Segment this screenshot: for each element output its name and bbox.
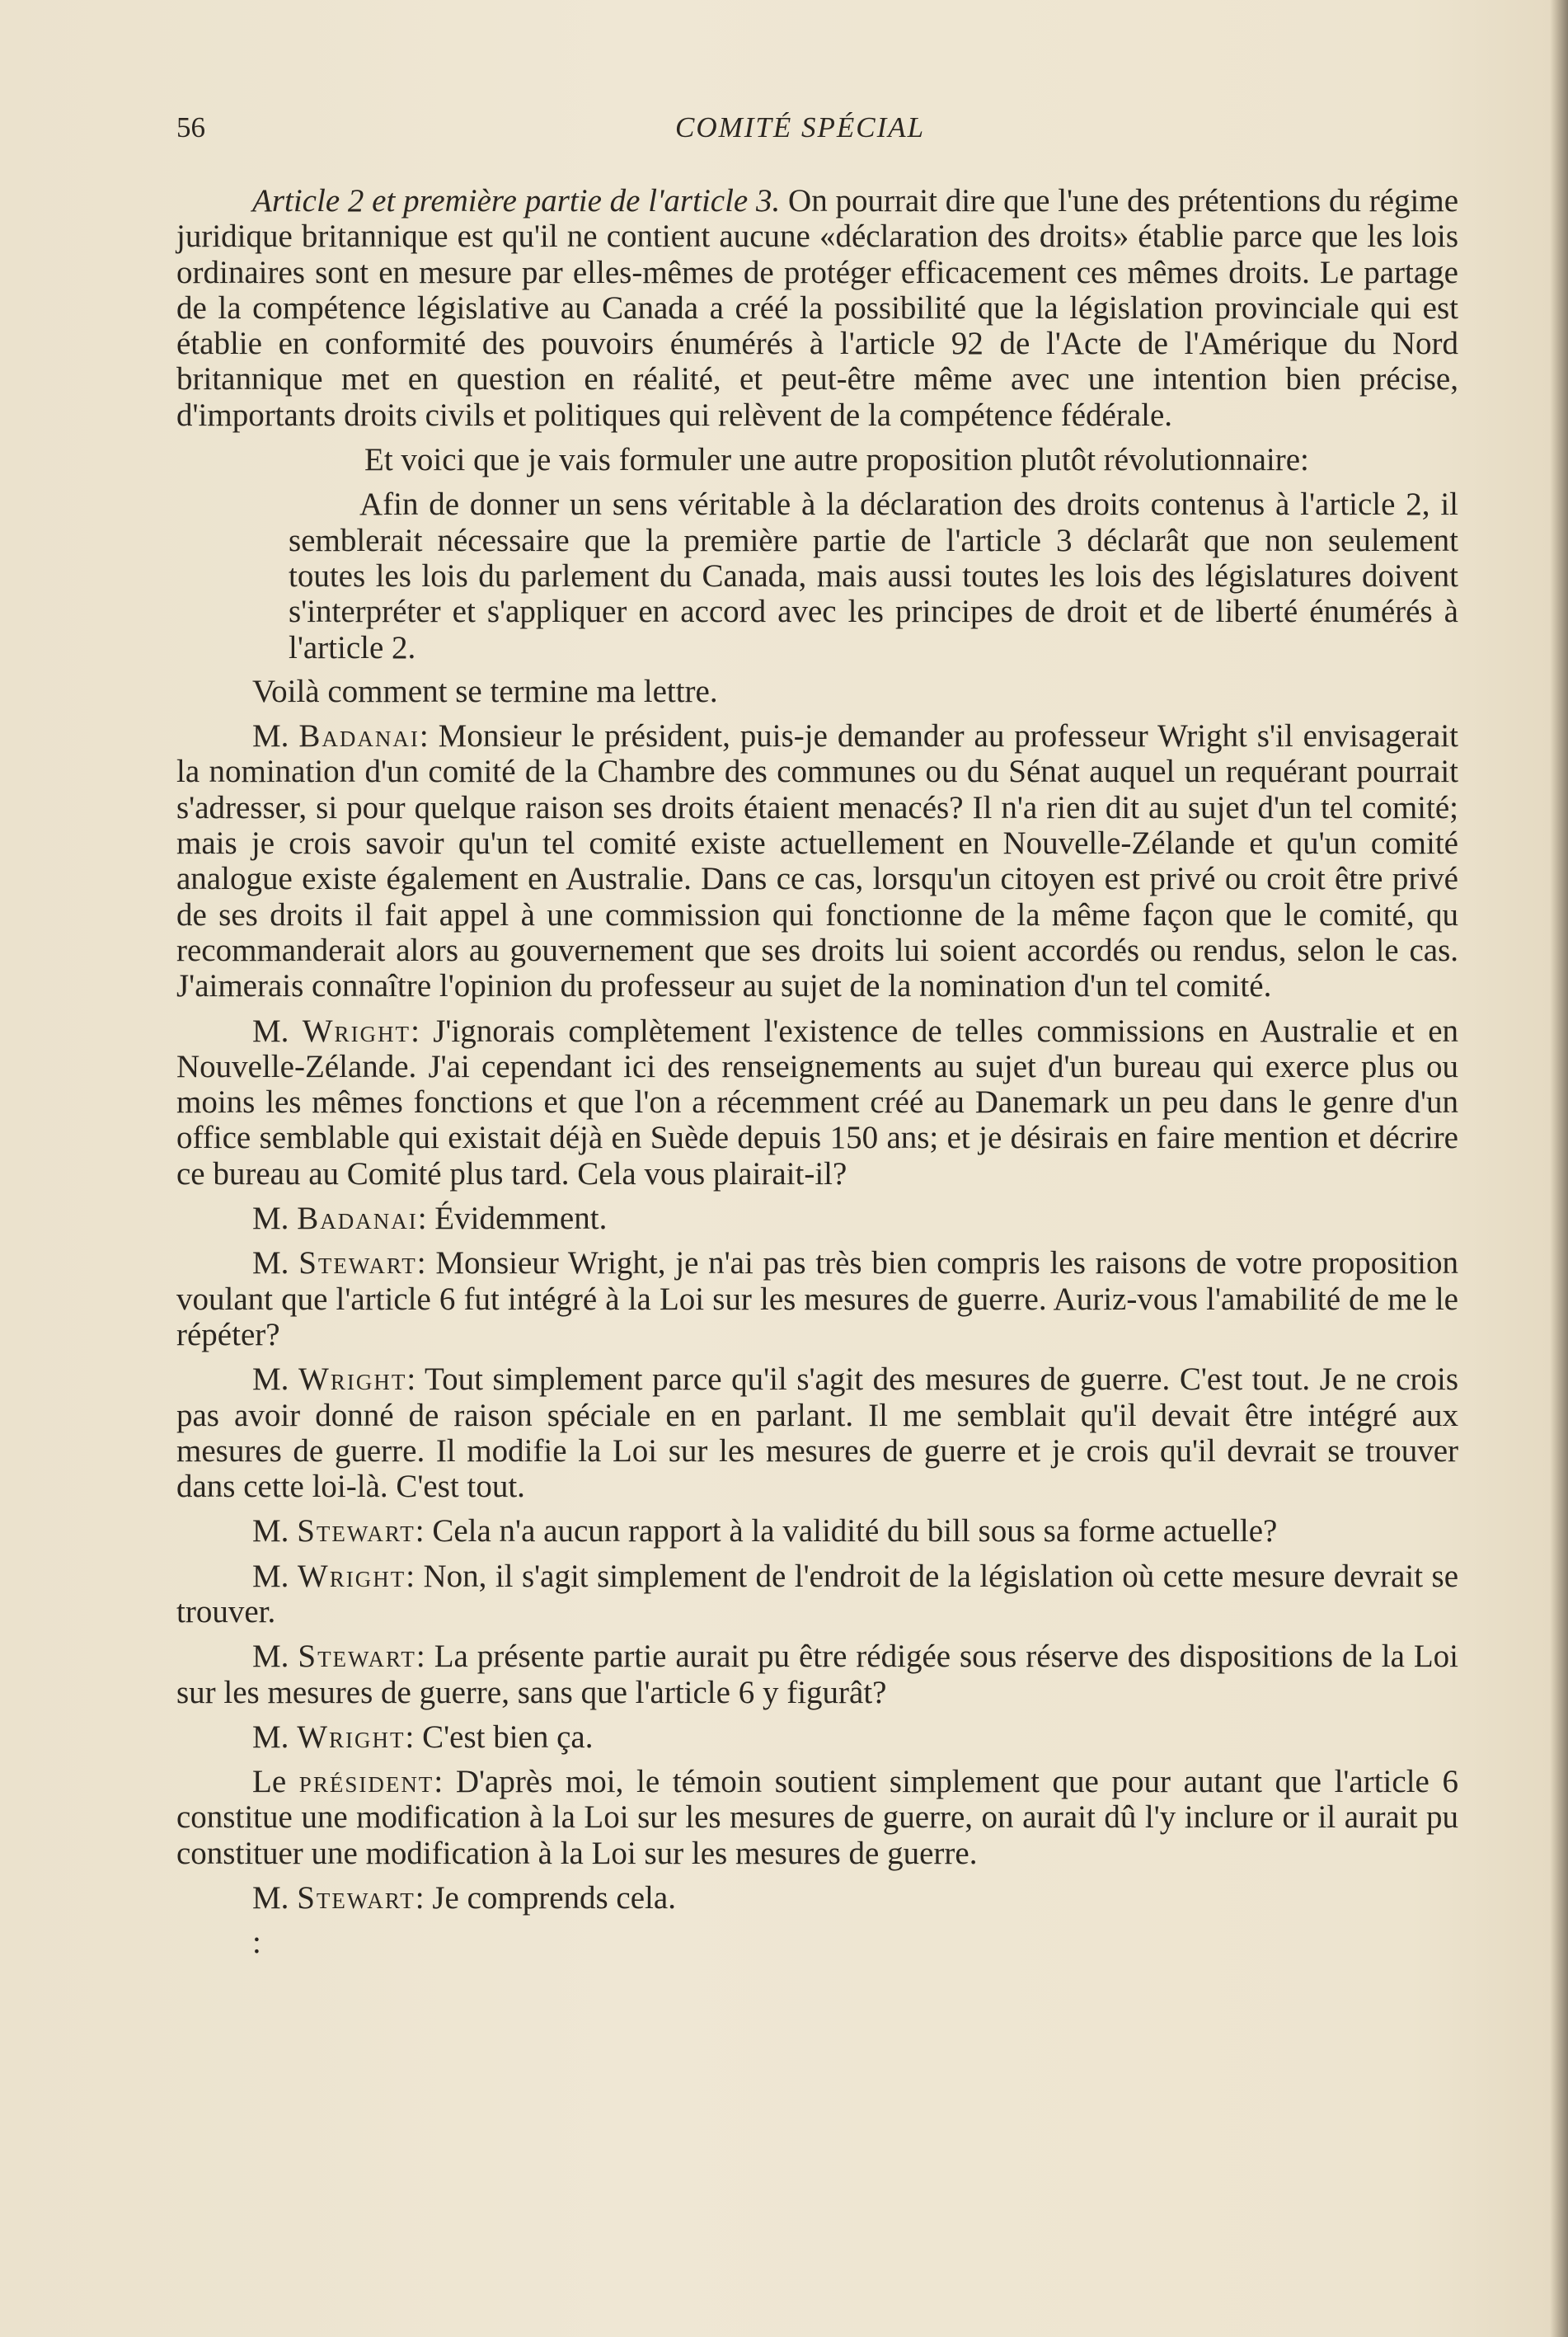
speaker-prefix: M.	[252, 1361, 289, 1398]
speaker-name: Badanai	[298, 718, 420, 755]
speech-paragraph: M. Stewart: La présente partie aurait pu être rédigée sous réserve des dispositions de la Loi sur les mesures de guerre, sans que l'article 6 y figurât?	[176, 1639, 1458, 1710]
speech-paragraph: :	[252, 1925, 261, 1961]
speaker-prefix: Le	[252, 1764, 287, 1800]
speech-paragraph: M. Stewart: Je comprends cela.	[252, 1880, 676, 1916]
speaker-name: Wright	[297, 1558, 406, 1594]
speech-paragraph: M. Badanai: Évidemment.	[252, 1201, 608, 1237]
page-body	[176, 183, 1458, 1970]
speech-paragraph: Le président: D'après moi, le témoin soutient simplement que pour autant que l'article 6 constitue une modification à la Loi sur les mesures de guerre, on aurait dû l'y inclure or il aurait pu constituer une modification à la Loi sur les mesures de guerre.	[176, 1764, 1459, 1871]
speech-paragraph: M. Wright: J'ignorais complètement l'existence de telles commissions en Australie et en Nouvelle-Zélande. J'ai cependant ici des renseignements au sujet d'un bureau qui exerce plus ou moins les mêmes fonctions et que l'on a récemment créé au Danemark un peu dans le genre d'un office semblable qui existait déjà en Suède depuis 150 ans; et je désirais en faire mention et décrire ce bureau au Comité plus tard. Cela vous plairait-il?	[176, 1013, 1458, 1192]
speech-text: J'ignorais complètement l'existence de telles commissions en Australie et en Nouvelle-Zélande. J'ai cependant ici des renseignements au sujet d'un bureau qui exerce plus ou moins les mêmes fonctions et que l'on a récemment créé au Danemark un peu dans le genre d'un office semblable qui existait déjà en Suède depuis 150 ans; et je désirais en faire mention et décrire ce bureau au Comité plus tard. Cela vous plairait-il?	[176, 1013, 1458, 1192]
speaker-prefix: M.	[252, 1558, 289, 1594]
speech-text: Monsieur Wright, je n'ai pas très bien compris les raisons de votre proposition voulant que l'article 6 fut intégré à la Loi sur les mesures de guerre. Auriz-vous l'amabilité de me le répéter?	[176, 1245, 1458, 1352]
quoted-letter-block	[289, 442, 1458, 665]
speech-text: Évidemment.	[434, 1201, 608, 1237]
speech-paragraph: M. Wright: C'est bien ça.	[252, 1719, 594, 1755]
speaker-prefix: M.	[252, 1639, 289, 1675]
speaker-name: président	[298, 1764, 434, 1800]
speech-text: Tout simplement parce qu'il s'agit des mesures de guerre. C'est tout. Je ne crois pas avoir donné de raison spéciale en en parlant. Il me semblait qu'il devait être intégré aux mesures de guerre. Il modifie la Loi sur les mesures de guerre et je crois qu'il devrait se trouver dans cette loi-là. C'est tout.	[176, 1361, 1458, 1505]
article-paragraph	[176, 183, 1458, 433]
speaker-name: Badanai	[297, 1201, 418, 1237]
speaker-name: Wright	[297, 1719, 406, 1755]
speaker-prefix: M.	[252, 1513, 289, 1549]
speaker-name: Stewart	[297, 1513, 415, 1549]
speech-text: La présente partie aurait pu être rédigée sous réserve des dispositions de la Loi sur les mesures de guerre, sans que l'article 6 y figurât?	[176, 1639, 1458, 1710]
speaker-name: Stewart	[298, 1245, 417, 1281]
speech-paragraph: M. Badanai: Monsieur le président, puis-je demander au professeur Wright s'il envisagerait la nomination d'un comité de la Chambre des communes ou du Sénat auquel un requérant pourrait s'adresser, si pour quelque raison ses droits étaient menacés? Il n'a rien dit au sujet d'un tel comité; mais je crois savoir qu'un tel comité existe actuellement en Nouvelle-Zélande et qu'un comité analogue existe également en Australie. Dans ce cas, lorsqu'un citoyen est privé ou croit être privé de ses droits il fait appel à une commission qui fonctionne de la même façon que le comité, qu recommanderait alors au gouvernement que ses droits lui soient accordés ou rendus, selon le cas. J'aimerais connaître l'opinion du professeur au sujet de la nomination d'un tel comité.	[176, 718, 1459, 1004]
speech-paragraph: M. Wright: Tout simplement parce qu'il s'agit des mesures de guerre. C'est tout. Je ne crois pas avoir donné de raison spéciale en en parlant. Il me semblait qu'il devait être intégré aux mesures de guerre. Il modifie la Loi sur les mesures de guerre et je crois qu'il devrait se trouver dans cette loi-là. C'est tout.	[176, 1361, 1458, 1505]
speech-text: Je comprends cela.	[432, 1880, 676, 1916]
running-title: COMITÉ SPÉCIAL	[675, 111, 926, 143]
speech-text: Cela n'a aucun rapport à la validité du bill sous sa forme actuelle?	[432, 1513, 1278, 1549]
speaker-prefix: M.	[252, 718, 289, 755]
speaker-prefix: M.	[252, 1880, 289, 1916]
closing-sentence: Voilà comment se termine ma lettre.	[252, 673, 718, 709]
running-head	[176, 109, 1438, 147]
speaker-name: Stewart	[298, 1639, 416, 1675]
speech-paragraph: M. Stewart: Monsieur Wright, je n'ai pas très bien compris les raisons de votre proposition voulant que l'article 6 fut intégré à la Loi sur les mesures de guerre. Auriz-vous l'amabilité de me le répéter?	[176, 1245, 1458, 1352]
speaker-prefix: M.	[252, 1245, 289, 1281]
paragraph-text: On pourrait dire que l'une des prétentions du régime juridique britannique est qu'il ne contient aucune «déclaration des droits» établie parce que les lois ordinaires sont en mesure par elles-mêmes de protéger efficacement ces mêmes droits. Le partage de la compétence législative au Canada a créé la possibilité que la législation provinciale qui est établie en conformité des pouvoirs énumérés à l'article 92 de l'Acte de l'Amérique du Nord britannique met en question en réalité, et peut-être même avec une intention bien précise, d'importants droits civils et politiques qui relèvent de la compétence fédérale.	[176, 183, 1459, 433]
speaker-prefix: M.	[252, 1201, 289, 1237]
speech-text: Monsieur le président, puis-je demander au professeur Wright s'il envisagerait la nomination d'un comité de la Chambre des communes ou du Sénat auquel un requérant pourrait s'adresser, si pour quelque raison ses droits étaient menacés? Il n'a rien dit au sujet d'un tel comité; mais je crois savoir qu'un tel comité existe actuellement en Nouvelle-Zélande et qu'un comité analogue existe également en Australie. Dans ce cas, lorsqu'un citoyen est privé ou croit être privé de ses droits il fait appel à une commission qui fonctionne de la même façon que le comité, qu recommanderait alors au gouvernement que ses droits lui soient accordés ou rendus, selon le cas. J'aimerais connaître l'opinion du professeur au sujet de la nomination d'un tel comité.	[176, 718, 1459, 1004]
article-heading: Article 2 et première partie de l'article 3.	[252, 183, 781, 219]
speaker-prefix: M.	[252, 1719, 289, 1755]
page-edge-shadow	[1550, 0, 1568, 2337]
speaker-name: Stewart	[297, 1880, 415, 1916]
speech-paragraph: M. Stewart: Cela n'a aucun rapport à la validité du bill sous sa forme actuelle?	[252, 1513, 1278, 1549]
proposal-intro: Et voici que je vais formuler une autre proposition plutôt révolutionnaire:	[364, 442, 1309, 478]
speaker-prefix: M.	[252, 1013, 289, 1049]
speech-text: Non, il s'agit simplement de l'endroit de la législation où cette mesure devrait se trouver.	[176, 1558, 1459, 1629]
speaker-name: Wright	[298, 1361, 407, 1398]
page-number: 56	[176, 111, 205, 143]
speech-paragraph: M. Wright: Non, il s'agit simplement de l'endroit de la législation où cette mesure devrait se trouver.	[176, 1558, 1459, 1629]
speech-text: C'est bien ça.	[422, 1719, 594, 1755]
speech-text: D'après moi, le témoin soutient simplement que pour autant que l'article 6 constitue une modification à la Loi sur les mesures de guerre, on aurait dû l'y inclure or il aurait pu constituer une modification à la Loi sur les mesures de guerre.	[176, 1764, 1459, 1871]
proposal-text: Afin de donner un sens véritable à la déclaration des droits contenus à l'article 2, il semblerait nécessaire que la première partie de l'article 3 déclarât que non seulement toutes les lois du parlement du Canada, mais aussi toutes les lois des législatures doivent s'interpréter et s'appliquer en accord avec les principes de droit et de liberté énumérés à l'article 2.	[289, 487, 1458, 665]
speaker-name: Wright	[302, 1013, 411, 1049]
